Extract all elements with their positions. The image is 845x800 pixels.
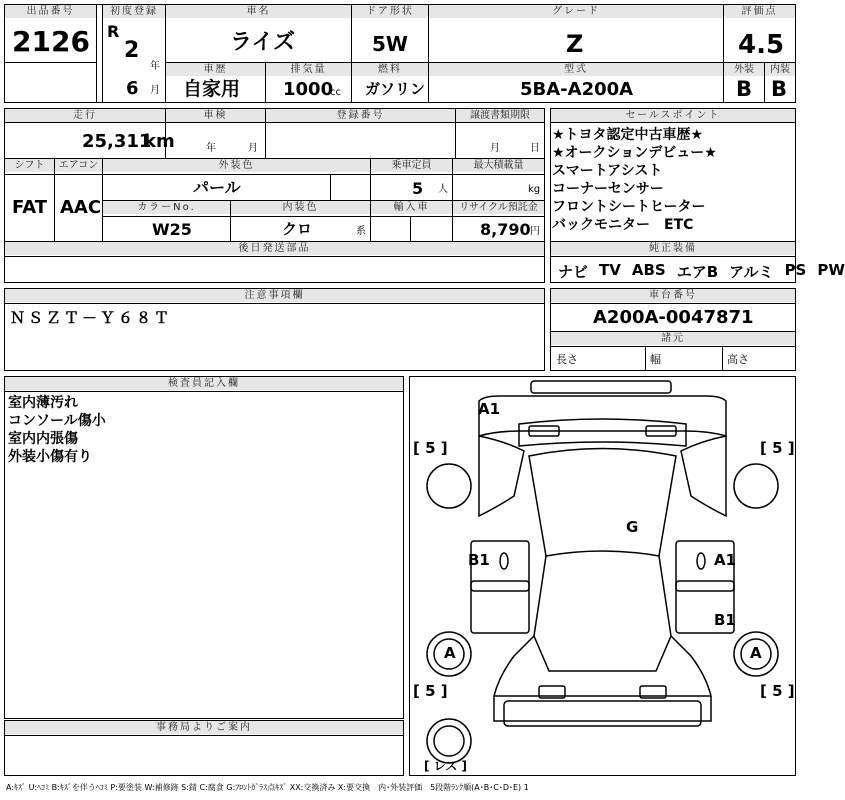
car-name: ライズ — [230, 30, 296, 55]
transfer-month-unit: 月 — [490, 143, 500, 154]
equipment-item: ABS — [631, 261, 666, 279]
aircon-label: エアコン — [55, 159, 102, 172]
color-no-label: カラーNo. — [103, 201, 230, 214]
sales-point-item: バックモニター ETC — [552, 217, 694, 233]
capacity: 5 — [412, 179, 424, 198]
int-color-suffix: 系 — [356, 226, 366, 237]
grade: Z — [566, 30, 584, 58]
office-label: 事務局よりご案内 — [5, 721, 403, 734]
inspector-note: 外装小傷有り — [8, 449, 92, 465]
lot-number: 2126 — [12, 25, 90, 58]
later-parts-label: 後日発送部品 — [5, 242, 544, 255]
spare-tire-status: [ レス ] — [424, 759, 467, 773]
capacity-label: 乗車定員 — [371, 159, 452, 172]
interior-label: 内装 — [765, 63, 795, 76]
sales-point-item: フロントシートヒーター — [552, 199, 706, 215]
mark-right-rear-wheel: A — [750, 644, 762, 662]
int-color: クロ — [282, 220, 313, 238]
model-label: 型式 — [429, 63, 723, 76]
roof-outline — [529, 449, 676, 557]
load-unit: kg — [528, 184, 541, 195]
sales-points-list — [552, 126, 792, 234]
front-right-wheel — [734, 464, 778, 508]
inspection-year-unit: 年 — [206, 143, 216, 154]
tire-front-left: [ 5 ] — [413, 439, 448, 457]
sales-point-item: ★オークションデビュー★ — [552, 145, 717, 161]
recycle: 8,790 — [480, 220, 531, 239]
month-unit: 月 — [150, 85, 160, 96]
mark-right-a1: A1 — [714, 551, 737, 569]
front-bumper-outline — [531, 381, 671, 393]
ext-color: パール — [193, 178, 241, 197]
equipment-item: アルミ — [729, 263, 774, 281]
equipment-item: エアB — [676, 263, 719, 281]
fuel-label: 燃料 — [352, 63, 428, 76]
inspection-label: 車検 — [166, 109, 265, 122]
history-label: 車歴 — [166, 63, 265, 76]
reg-number-label: 登録番号 — [266, 109, 455, 122]
left-rear-door — [471, 581, 529, 633]
aircon: AAC — [60, 197, 102, 218]
tire-rear-right: [ 5 ] — [760, 682, 795, 700]
equipment-list — [558, 261, 845, 282]
import-label: 輸入車 — [371, 201, 452, 214]
transfer-day-unit: 日 — [530, 143, 540, 154]
caution-text: ＮＳＺＴ－Ｙ６８Ｔ — [10, 309, 173, 327]
inspector-notes — [8, 394, 398, 466]
door: 5W — [372, 32, 408, 56]
caution-label: 注意事項欄 — [5, 289, 544, 302]
grade-label: グレード — [429, 5, 723, 18]
load-label: 最大積載量 — [453, 159, 544, 172]
transfer-label: 譲渡書類期限 — [456, 109, 544, 122]
sales-point-item: コーナーセンサー — [552, 181, 664, 197]
sales-point-item: スマートアシスト — [552, 163, 663, 179]
color-no: W25 — [152, 220, 192, 239]
score-label: 評価点 — [724, 5, 795, 18]
reg-year: 2 — [124, 38, 140, 63]
reg-month: 6 — [126, 78, 139, 99]
tire-front-right: [ 5 ] — [760, 439, 795, 457]
displacement: 1000 — [283, 79, 334, 100]
shift: FAT — [12, 197, 48, 218]
recycle-label: リサイクル預託金 — [453, 201, 544, 214]
sales-points-label: セールスポイント — [551, 109, 795, 122]
interior-grade: B — [771, 77, 788, 101]
equipment-item: TV — [599, 261, 621, 279]
recycle-unit: 円 — [530, 226, 540, 237]
width-label: 幅 — [650, 353, 661, 366]
first-reg-label: 初度登録 — [103, 5, 165, 18]
length-label: 長さ — [556, 353, 578, 366]
mark-left-b1: B1 — [468, 551, 490, 569]
inspector-label: 検査員記入欄 — [5, 377, 403, 390]
inspector-note: 室内内張傷 — [8, 431, 78, 447]
era: R — [107, 22, 120, 41]
inspector-note: 室内薄汚れ — [8, 395, 78, 411]
equipment-item: PS — [784, 261, 807, 279]
model: 5BA-A200A — [520, 79, 634, 100]
equipment-label: 純正装備 — [551, 242, 795, 255]
mileage-unit: km — [144, 131, 175, 152]
chassis-label: 車台番号 — [551, 289, 795, 302]
fuel: ガソリン — [365, 80, 426, 98]
inspection-month-unit: 月 — [248, 143, 258, 154]
windshield-outline — [519, 419, 686, 446]
exterior-grade: B — [736, 77, 753, 101]
capacity-unit: 人 — [438, 184, 448, 195]
front-left-wheel — [427, 464, 471, 508]
rear-bumper-outline — [504, 701, 701, 726]
equipment-item: PW — [817, 261, 845, 279]
chassis-number: A200A-0047871 — [593, 307, 754, 328]
int-color-label: 内装色 — [231, 201, 370, 214]
lot-number-label: 出品番号 — [5, 5, 96, 18]
legend: A:ｷｽﾞ U:ﾍｺﾐ B:ｷｽﾞを伴うﾍｺﾐ P:要塗装 W:補修跡 S:錆 C:腐食 G:ﾌﾛﾝﾄｶﾞﾗｽ点ｷｽﾞ XX:交換済み X:要交換 内･外装評価 5段階ﾗﾝｸ順(A･B･C･D･E) 1 — [6, 783, 529, 792]
displacement-label: 排気量 — [266, 63, 351, 76]
body-outline — [479, 396, 726, 436]
sales-point-item: ★トヨタ認定中古車歴★ — [552, 127, 704, 143]
mark-roof-g: G — [626, 518, 639, 536]
car-diagram — [409, 376, 796, 776]
specs-label: 諸元 — [551, 332, 795, 345]
mark-front-a1: A1 — [478, 400, 501, 418]
mileage: 25,311 — [82, 131, 152, 152]
exterior-label: 外装 — [724, 63, 764, 76]
mark-right-b1: B1 — [714, 611, 736, 629]
mileage-label: 走行 — [5, 109, 165, 122]
height-label: 高さ — [727, 353, 749, 366]
year-unit: 年 — [150, 61, 160, 72]
inspector-note: コンソール傷小 — [8, 413, 106, 429]
displacement-unit: cc — [330, 87, 341, 98]
shift-label: シフト — [5, 159, 54, 172]
history: 自家用 — [183, 78, 241, 100]
ext-color-label: 外装色 — [103, 159, 370, 172]
door-label: ドア形状 — [352, 5, 428, 18]
tire-rear-left: [ 5 ] — [413, 682, 448, 700]
equipment-item: ナビ — [558, 263, 589, 281]
car-name-label: 車名 — [166, 5, 351, 18]
score: 4.5 — [738, 30, 785, 60]
mark-left-rear-wheel: A — [444, 644, 456, 662]
